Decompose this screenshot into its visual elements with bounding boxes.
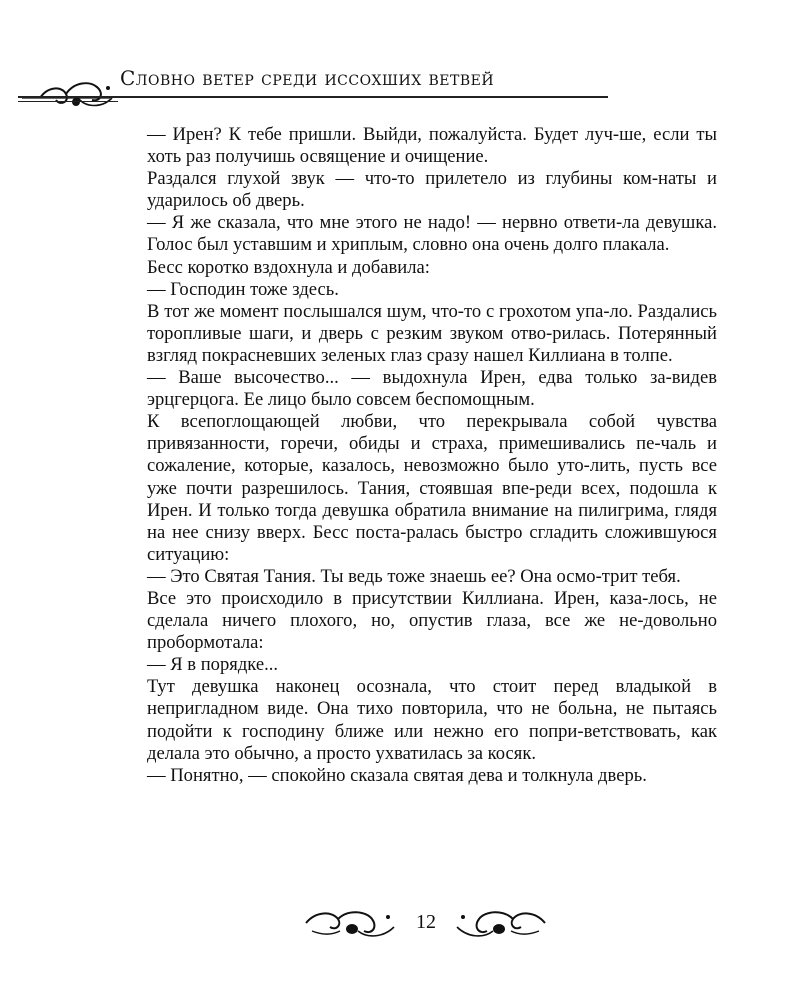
paragraph: Бесс коротко вздохнула и добавила: <box>147 256 430 278</box>
paragraph: Тут девушка наконец осознала, что стоит перед владыкой в непригладном виде. Она тихо повторила, что не больна, не пытаясь подойти к господину ближе или нежно его попри-ветствовать, как делала это обычно, а просто ухватилась за косяк. <box>147 676 717 764</box>
paragraph: — Ирен? К тебе пришли. Выйди, пожалуйста. Будет луч-ше, если ты хоть раз получишь освящение и очищение. <box>147 124 717 168</box>
paragraph: В тот же момент послышался шум, что-то с грохотом упа-ло. Раздались торопливые шаги, и дверь с резким звуком отво-рилась. Потерянный взгляд покрасневших зеленых глаз сразу нашел Киллиана в толпе. <box>147 300 717 366</box>
paragraph: — Я же сказала, что мне этого не надо! — нервно ответи-ла девушка. Голос был уставшим и хриплым, словно она очень долго плакала. <box>147 212 717 256</box>
paragraph: — Я в порядке... <box>147 654 279 676</box>
paragraph: — Господин тоже здесь. <box>147 278 339 300</box>
paragraph: — Это Святая Тания. Ты ведь тоже знаешь ее? Она осмо-трит тебя. <box>147 565 681 587</box>
flourish-ornament-icon <box>302 905 398 941</box>
paragraph: — Ваше высочество... — выдохнула Ирен, едва только за-видев эрцгерцога. Ее лицо было совсем беспомощным. <box>147 367 717 411</box>
header-rule-secondary <box>18 101 118 102</box>
flourish-ornament-icon <box>453 905 549 941</box>
header-rule <box>18 96 608 98</box>
body-text <box>147 124 717 787</box>
page-number: 12 <box>416 911 436 933</box>
paragraph: — Понятно, — спокойно сказала святая дева и толкнула дверь. <box>147 764 647 786</box>
paragraph: Раздался глухой звук — что-то прилетело из глубины ком-наты и ударилось об дверь. <box>147 168 717 212</box>
running-title: Словно ветер среди иссохших ветвей <box>120 66 495 90</box>
header-flourish-icon <box>20 68 118 112</box>
paragraph: К всепоглощающей любви, что перекрывала собой чувства привязанности, горечи, обиды и страха, примешивались пе-чаль и сожаление, которые, казалось, невозможно было уто-лить, пусть все уже почти разрешилось. Тания, стоявшая впе-реди всех, подошла к Ирен. И только тогда девушка обратила внимание на пилигрима, глядя на нее снизу вверх. Бесс поста-ралась быстро сгладить сложившуюся ситуацию: <box>147 411 717 565</box>
page-footer <box>0 905 800 945</box>
paragraph: Все это происходило в присутствии Киллиана. Ирен, каза-лось, не сделала ничего плохого, но, опустив глаза, все же не-довольно пробормотала: <box>147 587 717 654</box>
